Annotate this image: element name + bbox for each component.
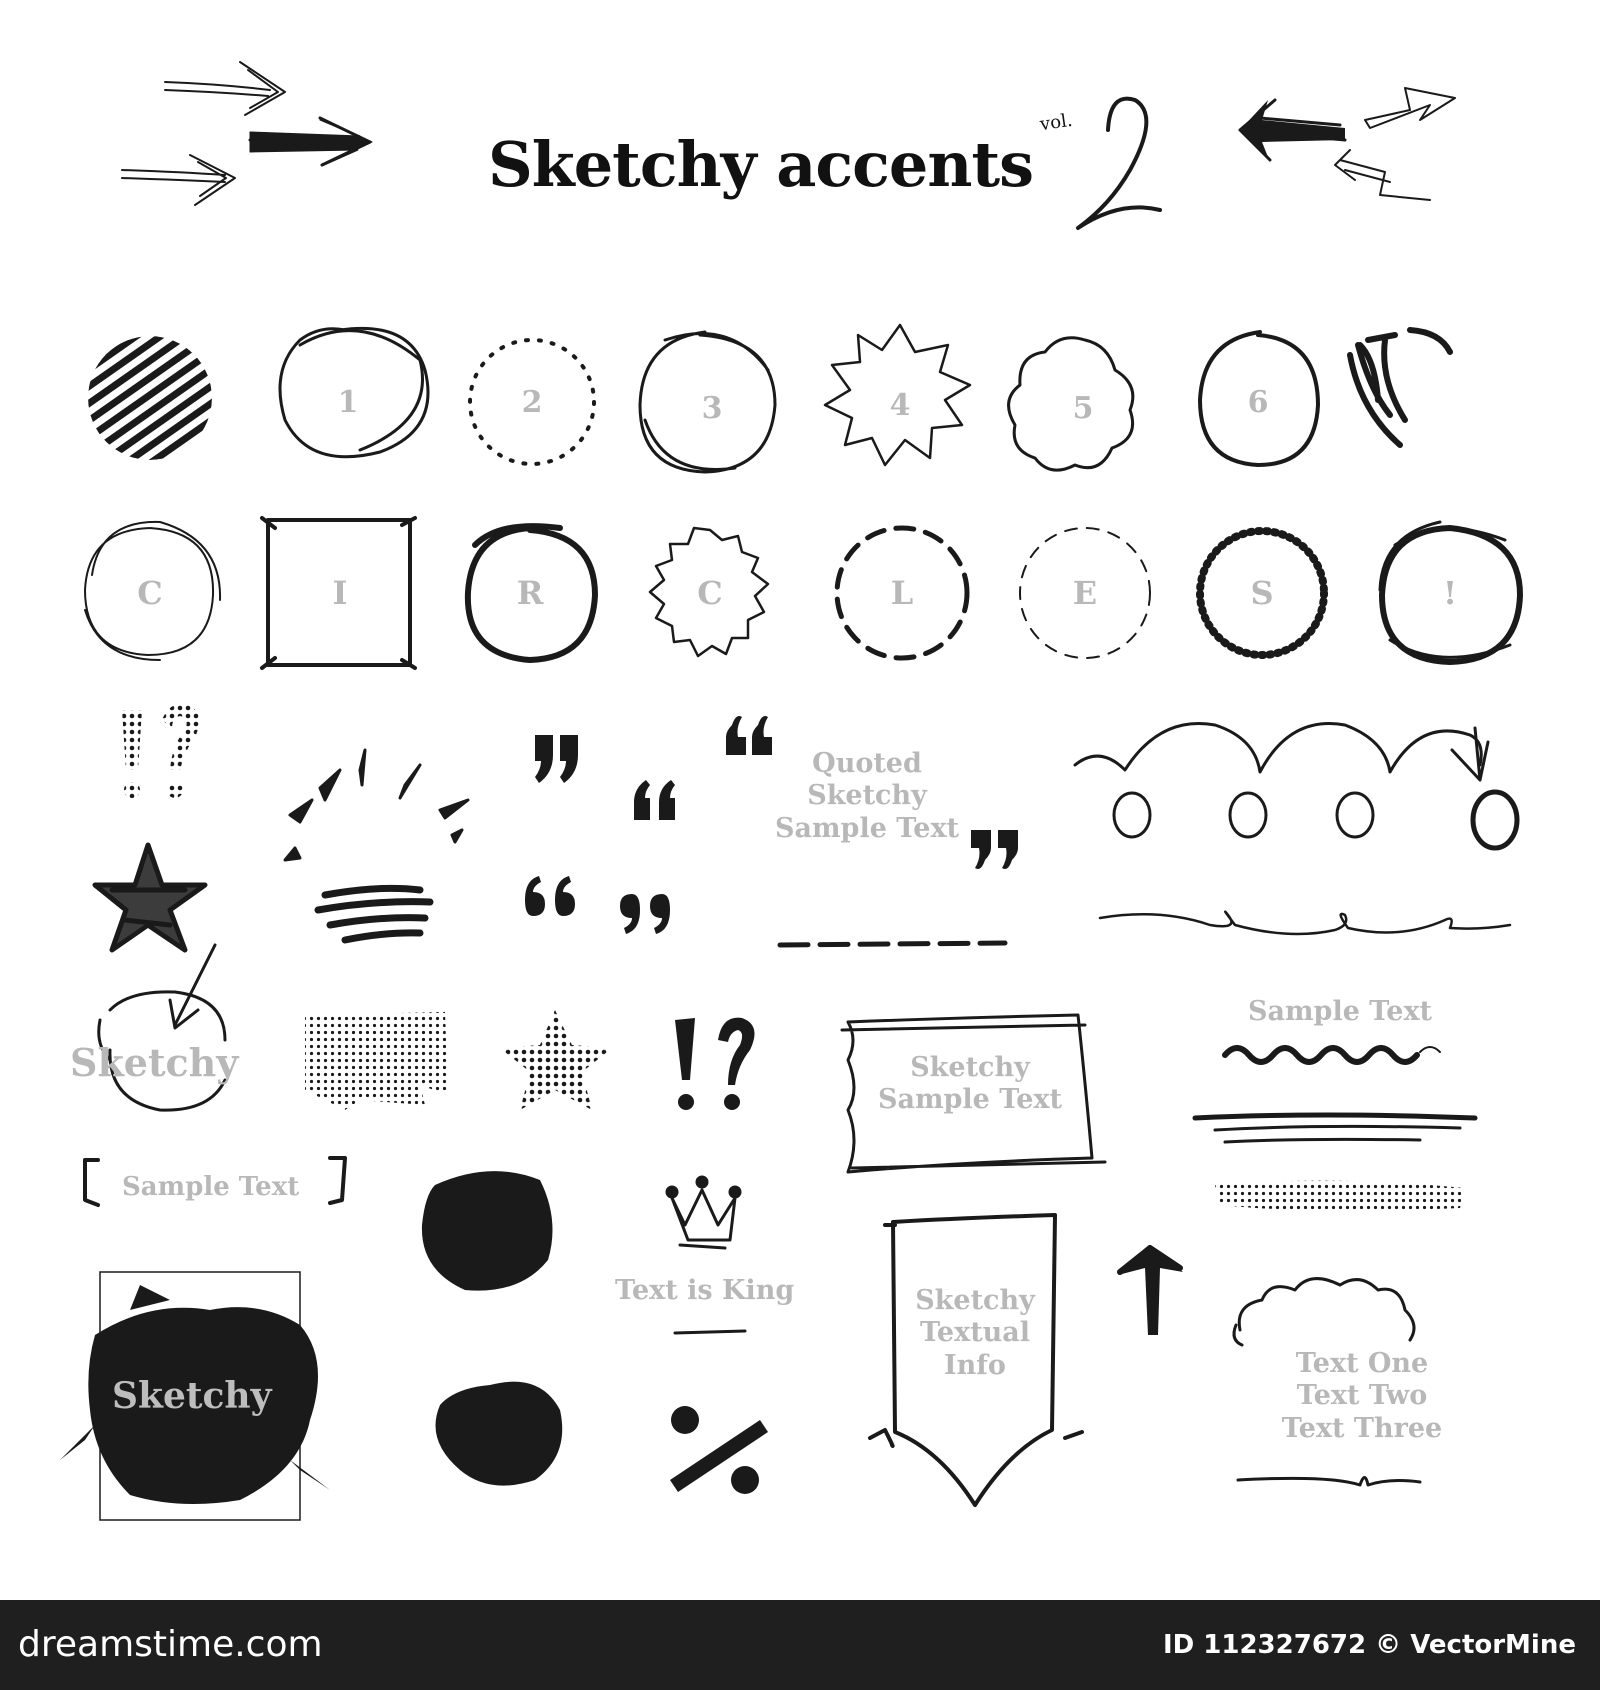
cloud-text-line-3: Text Three: [1281, 1412, 1443, 1444]
footer-bar: [0, 1600, 1600, 1690]
bracket-sample-text: Sample Text: [122, 1172, 300, 1202]
page-title: Sketchy accents: [488, 128, 1033, 201]
footer-credit-text: ID 112327672 © VectorMine: [1162, 1630, 1576, 1660]
circle-letter-l: L: [890, 574, 914, 612]
circle-row-1: [88, 325, 1450, 472]
circle-number-6: 6: [1247, 385, 1269, 420]
sketchy-blot-label: Sketchy: [112, 1375, 272, 1417]
looping-arrow-icon: [1075, 723, 1517, 848]
bold-exclamation-question-icon: [675, 1018, 755, 1110]
textual-info-line-2: Textual: [919, 1317, 1031, 1349]
circle-letter-i: I: [332, 574, 348, 612]
circle-letters: [137, 574, 1457, 612]
circle-number-5: 5: [1072, 391, 1094, 426]
circle-letter-exclamation: !: [1442, 574, 1458, 612]
sketchy-circled-label: Sketchy: [70, 1040, 239, 1085]
dashed-underline-icon: [780, 943, 1005, 945]
cloud-text-line-1: Text One: [1295, 1348, 1429, 1379]
percent-icon: [670, 1406, 768, 1494]
dotted-star-icon: [500, 1010, 612, 1110]
halftone-patch-icon: [305, 1012, 448, 1110]
volume-label: vol.: [1038, 109, 1074, 136]
quoted-line-1: Quoted: [812, 748, 922, 779]
circle-letter-c: C: [137, 574, 163, 612]
circle-letter-s: S: [1250, 574, 1274, 612]
circle-letter-r: R: [516, 574, 544, 612]
volume-two-glyph: [1078, 99, 1160, 228]
scribble-ball-icon: [436, 1382, 563, 1486]
circle-number-1: 1: [337, 385, 359, 420]
circle-numbers: [338, 385, 1269, 426]
burst-rays-icon: [285, 750, 468, 860]
dotted-brush-icon: [1215, 1181, 1465, 1211]
crown-icon: [667, 1177, 740, 1248]
cloud-text-line-2: Text Two: [1296, 1380, 1428, 1412]
textual-info-line-1: Sketchy: [915, 1285, 1035, 1316]
curly-line-icon: [1100, 912, 1510, 934]
sketchy-box-line-1: Sketchy: [910, 1052, 1030, 1083]
circle-number-3: 3: [701, 391, 723, 426]
wave-sample-text: Sample Text: [1248, 996, 1433, 1027]
sketchy-textual-info: [905, 1285, 1045, 1382]
quoted-line-3: Sample Text: [775, 812, 960, 844]
circle-letter-c2: C: [697, 574, 723, 612]
footer-watermark-text: dreamstime.com: [18, 1624, 323, 1665]
king-underline-icon: [675, 1331, 745, 1333]
text-is-king-label: Text is King: [615, 1275, 795, 1306]
dotted-exclamation-question-icon: [122, 704, 199, 798]
sketchy-sample-box-text: [875, 1052, 1065, 1117]
brush-strokes-icon: [318, 888, 430, 940]
wavy-underline-icon: [1225, 1047, 1440, 1062]
textual-info-line-3: Info: [944, 1349, 1006, 1381]
circle-number-2: 2: [521, 385, 543, 420]
circle-number-4: 4: [889, 388, 911, 423]
brush-lines-icon: [1195, 1115, 1475, 1142]
arrows-left-group: [1240, 88, 1455, 200]
arrows-right-group: [122, 62, 372, 205]
circle-letter-e: E: [1072, 574, 1098, 612]
halftone-blob-icon: [422, 1171, 553, 1291]
sketchy-box-line-2: Sample Text: [877, 1084, 1063, 1116]
cloud-text-block: [1262, 1348, 1462, 1445]
quoted-text-block: [775, 748, 959, 845]
quoted-line-2: Sketchy: [807, 780, 927, 812]
circle-row-2: [85, 518, 1520, 668]
